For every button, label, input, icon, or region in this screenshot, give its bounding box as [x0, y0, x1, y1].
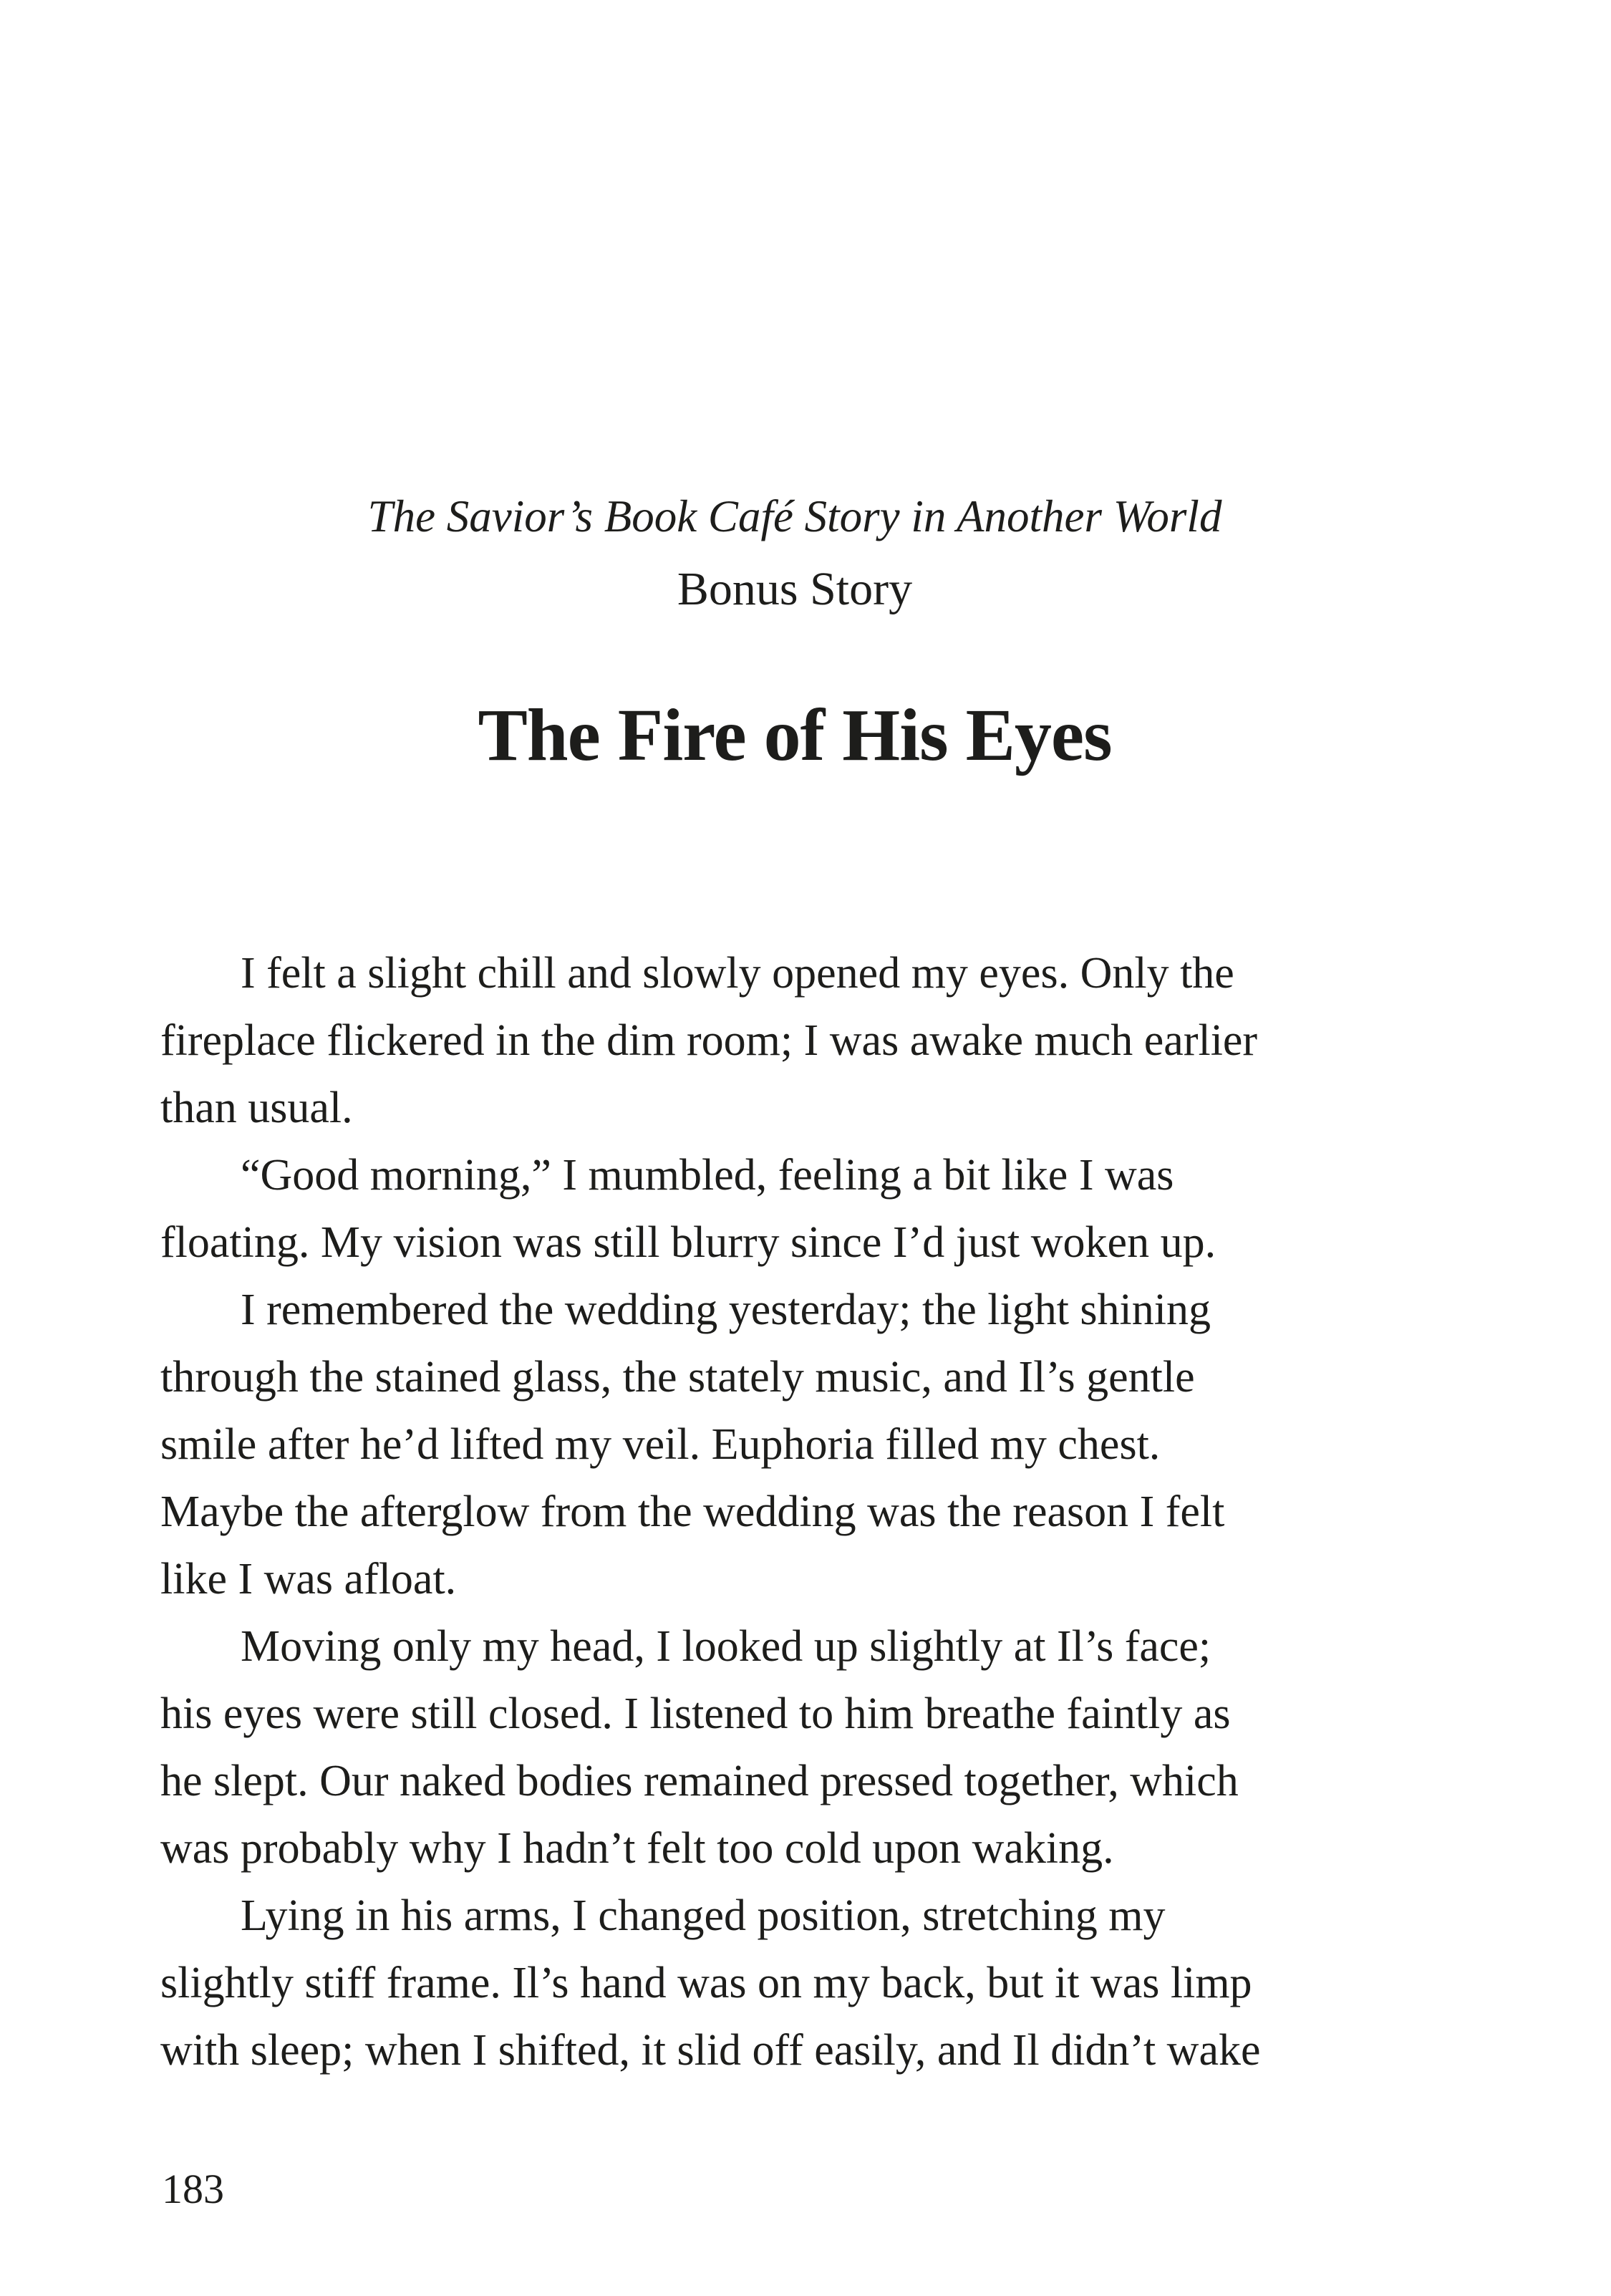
- page-number: 183: [162, 2166, 224, 2212]
- bonus-story-label: Bonus Story: [677, 563, 913, 615]
- text-line: I remembered the wedding yesterday; the light shining: [241, 1286, 1211, 1334]
- chapter-title: The Fire of His Eyes: [478, 694, 1112, 776]
- text-line: floating. My vision was still blurry since I’d just woken up.: [160, 1218, 1216, 1267]
- text-line: with sleep; when I shifted, it slid off easily, and Il didn’t wake: [160, 2026, 1261, 2075]
- text-line: than usual.: [160, 1084, 353, 1132]
- story-text: [160, 940, 1429, 2084]
- text-line: like I was afloat.: [160, 1555, 457, 1603]
- text-line: was probably why I hadn’t felt too cold upon waking.: [160, 1824, 1114, 1873]
- text-line: through the stained glass, the stately music, and Il’s gentle: [160, 1353, 1195, 1402]
- text-line: Moving only my head, I looked up slightly at Il’s face;: [241, 1622, 1211, 1671]
- text-line: “Good morning,” I mumbled, feeling a bit like I was: [241, 1151, 1174, 1200]
- text-line: Lying in his arms, I changed position, stretching my: [241, 1891, 1166, 1940]
- text-line: his eyes were still closed. I listened to him breathe faintly as: [160, 1689, 1231, 1738]
- text-line: he slept. Our naked bodies remained pressed together, which: [160, 1757, 1239, 1805]
- text-line: fireplace flickered in the dim room; I was awake much earlier: [160, 1016, 1258, 1065]
- text-line: smile after he’d lifted my veil. Euphoria filled my chest.: [160, 1420, 1161, 1469]
- series-title: The Savior’s Book Café Story in Another World: [367, 491, 1222, 541]
- text-line: slightly stiff frame. Il’s hand was on my back, but it was limp: [160, 1959, 1252, 2007]
- text-line: Maybe the afterglow from the wedding was the reason I felt: [160, 1487, 1225, 1536]
- text-line: I felt a slight chill and slowly opened my eyes. Only the: [241, 949, 1234, 998]
